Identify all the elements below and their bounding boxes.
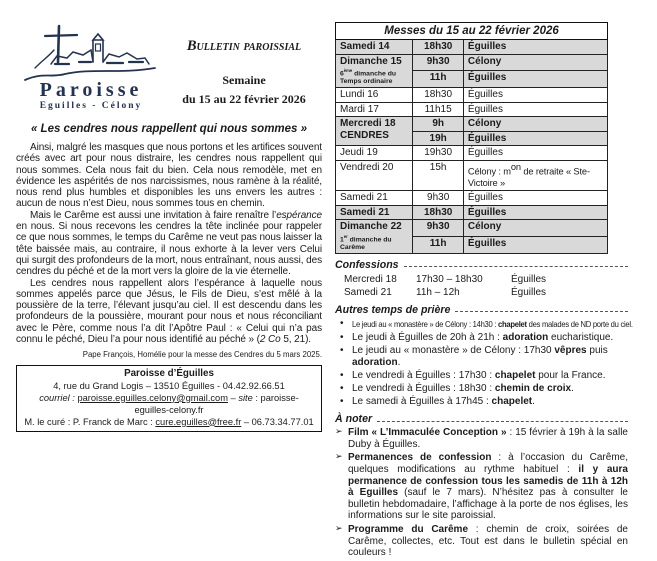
mass-table-row xyxy=(336,40,608,55)
note-item: ➢ Film « L’Immaculée Conception » : 15 février à 19h à la salle Duby à Éguilles. xyxy=(335,427,628,450)
mass-table-cell: 15h xyxy=(413,160,464,190)
mass-table-cell: 11h15 xyxy=(413,102,464,117)
mass-table-cell: 11h xyxy=(413,71,464,88)
parish-contact-line: courriel : paroisse.eguilles.celony@gmail.com – site : paroisse-eguilles-celony.fr xyxy=(39,392,299,415)
confessions-heading-label: Confessions xyxy=(335,258,399,271)
mass-table-row xyxy=(336,102,608,117)
notes-heading-label: À noter xyxy=(335,413,373,426)
article-paragraph-3: Les cendres nous rappellent alors l’espérance à laquelle nous sommes appelés parce que Jésus, le Fils de Dieu, s’est mêlé à la poussière de la terre, l’élevant jusqu’au ciel. Il est descendu dans les profondeurs de la poussière, mourant pour nous et nous réconciliant avec le Père, comme nous l’a dit l’Apôtre Paul : « Celui qui n’a pas connu le péché, Dieu l’a pour nous identifié au péché » (2 Co 5, 21). xyxy=(16,277,322,346)
mass-table-cell: 9h30 xyxy=(413,191,464,206)
article-paragraph-1: Ainsi, malgré les masques que nous portons et les artifices souvent créés avec art pour nous distraire, les cendres nous rappellent qui nous sommes. Cela nous fait du bien. Cela nous remodèle, met en évidence les aspérités de nos narcissismes, nous ramène à la réalité, nous rend plus humbles et disponibles les uns envers les autres : aucun de nous n’est Dieu, nous sommes tous en chemin. xyxy=(16,142,322,210)
mass-table-cell: 9h30 xyxy=(413,220,464,237)
confessions-section-heading xyxy=(335,259,628,271)
week-dates: du 15 au 22 février 2026 xyxy=(182,91,306,106)
prayer-item: • Le samedi à Éguilles à 17h45 : chapelet. xyxy=(335,396,628,408)
prayer-heading-label: Autres temps de prière xyxy=(335,303,451,316)
email-link[interactable]: paroisse.eguilles.celony@gmail.com xyxy=(77,392,228,403)
mass-table-row xyxy=(336,191,608,206)
mass-table-cell: 9h xyxy=(413,117,464,132)
article-heading: « Les cendres nous rappellent qui nous sommes » xyxy=(30,123,308,135)
confession-row xyxy=(335,273,628,286)
mass-table-cell: Samedi 21 xyxy=(336,191,413,206)
cure-contact-line: M. le curé : P. Franck de Marc : cure.eguilles@free.fr – 06.73.34.77.01 xyxy=(24,416,314,427)
masthead xyxy=(166,22,322,108)
mass-table-cell: Célony : $m^{on}$ de retraite « Ste-Victoire » xyxy=(463,160,607,190)
conf-time: 17h30 – 18h30 xyxy=(416,273,483,285)
note-item: ➢ Permanences de confession : à l’occasion du Carême, quelques modifications au rythme habituel : il y aura permanence de confession tous les samedis de 11h à 12h à Eguilles (sauf le 7 mars). N’hésitez pas à consulter le bulletin hebdomadaire, l’affichage à la porte de nos églises, les informations sur le site paroissial. xyxy=(335,452,628,522)
prayer-item: • Le vendredi à Éguilles : 17h30 : chapelet pour la France. xyxy=(335,370,628,382)
prayer-item: • Le jeudi au « monastère » de Célony : 17h30 vêpres puis adoration. xyxy=(335,345,628,370)
parish-address: 4, rue du Grand Logis – 13510 Éguilles - 04.42.92.66.51 xyxy=(53,380,285,391)
mass-table-cell: Éguilles xyxy=(463,40,607,55)
mass-table-row xyxy=(336,205,608,220)
mass-table-cell: Mercredi 18 CENDRES xyxy=(336,117,413,146)
mass-table-row xyxy=(336,220,608,237)
prayer-item: • Le jeudi à Éguilles de 20h à 21h : adoration eucharistique. xyxy=(335,332,628,344)
week-range xyxy=(166,71,322,108)
mass-table-row xyxy=(336,146,608,161)
parish-name: Paroisse d’Éguilles xyxy=(124,368,214,380)
left-column xyxy=(16,22,322,432)
note-item: ➢ Programme du Carême : chemin de croix, soirées de Carême, collectes, etc. Tout est dans le bulletin spécial en couleurs ! xyxy=(335,524,628,559)
mass-table-cell: Mardi 17 xyxy=(336,102,413,117)
mass-day-subtitle: 6ème dimanche du Temps ordinaire xyxy=(340,68,397,86)
mass-schedule-table xyxy=(335,22,608,254)
parish-logo xyxy=(16,22,166,111)
article-paragraph-2: Mais le Carême est aussi une invitation à faire renaître l’espérance en nous. Si nous recevons les cendres la tête inclinée pour rappeler ce que nous sommes, le temps du Carême ne veut pas nous laisser la tête baissée mais, au contraire, il nous exhorte à la lever vers Celui qui surgit des profondeurs de la mort, nous entraînant, nous aussi, des cendres du péché et de la mort vers la gloire de la vie éternelle. xyxy=(16,209,322,278)
mass-table-cell: 11h xyxy=(413,236,464,253)
mass-table-cell: Éguilles xyxy=(463,131,607,146)
mass-table-cell: Célony xyxy=(463,54,607,71)
mass-table-cell: Dimanche 15 6ème dimanche du Temps ordinaire xyxy=(336,54,413,88)
mass-table-title: Messes du 15 au 22 février 2026 xyxy=(336,23,608,40)
mass-table-row xyxy=(336,160,608,190)
village-sketch-icon xyxy=(21,22,161,86)
bulletin-title: Bulletin paroissial xyxy=(186,38,302,54)
mass-day-subtitle: 1er dimanche du Carême xyxy=(340,233,392,251)
mass-table-cell: Samedi 14 xyxy=(336,40,413,55)
mass-table-cell: Dimanche 22 1er dimanche du Carême xyxy=(336,220,413,254)
conf-day: Samedi 21 xyxy=(344,286,392,298)
contact-box xyxy=(16,365,322,432)
mass-table-cell: Jeudi 19 xyxy=(336,146,413,161)
dashed-rule xyxy=(377,420,628,422)
week-label: Semaine xyxy=(222,73,266,87)
dashed-rule xyxy=(455,310,628,312)
mass-table-cell: 9h30 xyxy=(413,54,464,71)
mass-table-cell: Éguilles xyxy=(463,191,607,206)
mass-table-row xyxy=(336,54,608,71)
email-link[interactable]: cure.eguilles@free.fr xyxy=(155,416,242,427)
prayer-list xyxy=(335,318,633,408)
mass-table-cell: Éguilles xyxy=(463,146,607,161)
mass-table-cell: 19h30 xyxy=(413,146,464,161)
logo-title: Paroisse xyxy=(39,79,143,101)
mass-table-row xyxy=(336,88,608,103)
mass-table-cell: Célony xyxy=(463,220,607,237)
conf-time: 11h – 12h xyxy=(416,286,460,298)
mass-table-body xyxy=(336,40,608,254)
conf-day: Mercredi 18 xyxy=(344,273,397,285)
prayer-item: • Le jeudi au « monastère » de Célony : 14h30 : chapelet des malades de ND porte du ciel. xyxy=(335,318,628,331)
mass-table-cell: Samedi 21 xyxy=(336,205,413,220)
confession-row xyxy=(335,286,628,299)
mass-table-cell: 18h30 xyxy=(413,88,464,103)
mass-table-cell: 18h30 xyxy=(413,40,464,55)
article-body xyxy=(16,142,322,345)
mass-table-row xyxy=(336,117,608,132)
mass-table-cell: 18h30 xyxy=(413,205,464,220)
confessions-list xyxy=(335,273,628,299)
mass-table-cell: Éguilles xyxy=(463,205,607,220)
mass-table-cell: Lundi 16 xyxy=(336,88,413,103)
masthead-row xyxy=(16,22,322,111)
conf-place: Éguilles xyxy=(511,273,547,285)
prayer-section-heading xyxy=(335,304,628,316)
notes-section-heading xyxy=(335,413,628,425)
prayer-item: • Le vendredi à Éguilles : 18h30 : chemin de croix. xyxy=(335,383,628,395)
mass-table-cell: Éguilles xyxy=(463,236,607,253)
right-column xyxy=(335,22,633,561)
dashed-rule xyxy=(404,265,628,267)
mass-table-cell: Éguilles xyxy=(463,88,607,103)
conf-place: Éguilles xyxy=(511,286,547,298)
notes-list xyxy=(335,427,628,559)
mass-table-cell: Célony xyxy=(463,117,607,132)
mass-table-cell: Éguilles xyxy=(463,71,607,88)
mass-table-cell: 19h xyxy=(413,131,464,146)
logo-subtitle: Eguilles - Célony xyxy=(39,101,143,111)
attribution: Pape François, Homélie pour la messe des Cendres du 5 mars 2025. xyxy=(82,350,322,360)
mass-table-cell: Éguilles xyxy=(463,102,607,117)
mass-day-subtitle: CENDRES xyxy=(340,129,389,141)
mass-table-cell: Vendredi 20 xyxy=(336,160,413,190)
